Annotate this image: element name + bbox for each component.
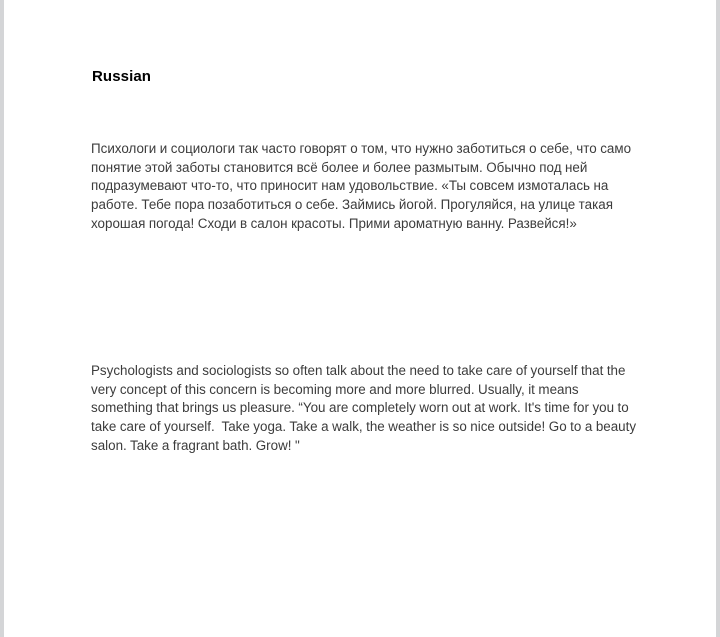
document-page bbox=[4, 0, 716, 637]
paragraph-english-translation: Psychologists and sociologists so often talk about the need to take care of yourself that the very concept of this concern is becoming more and more blurred. Usually, it means something that brings us pleasure. “You are completely worn out at work. It's time for you to take care of yourself. Take yoga. Take a walk, the weather is so nice outside! Go to a beauty salon. Take a fragrant bath. Grow! " bbox=[91, 363, 640, 453]
page-title: Russian bbox=[92, 68, 152, 85]
paragraph-russian-source: Психологи и социологи так часто говорят о том, что нужно заботиться о себе, что само понятие этой заботы становится всё более и более размытым. Обычно под ней подразумевают что-то, что приносит нам удовольствие. «Ты совсем измоталась на работе. Тебе пора позаботиться о себе. Займись йогой. Прогуляйся, на улице такая хорошая погода! Сходи в салон красоты. Прими ароматную ванну. Развейся!» bbox=[91, 141, 635, 231]
